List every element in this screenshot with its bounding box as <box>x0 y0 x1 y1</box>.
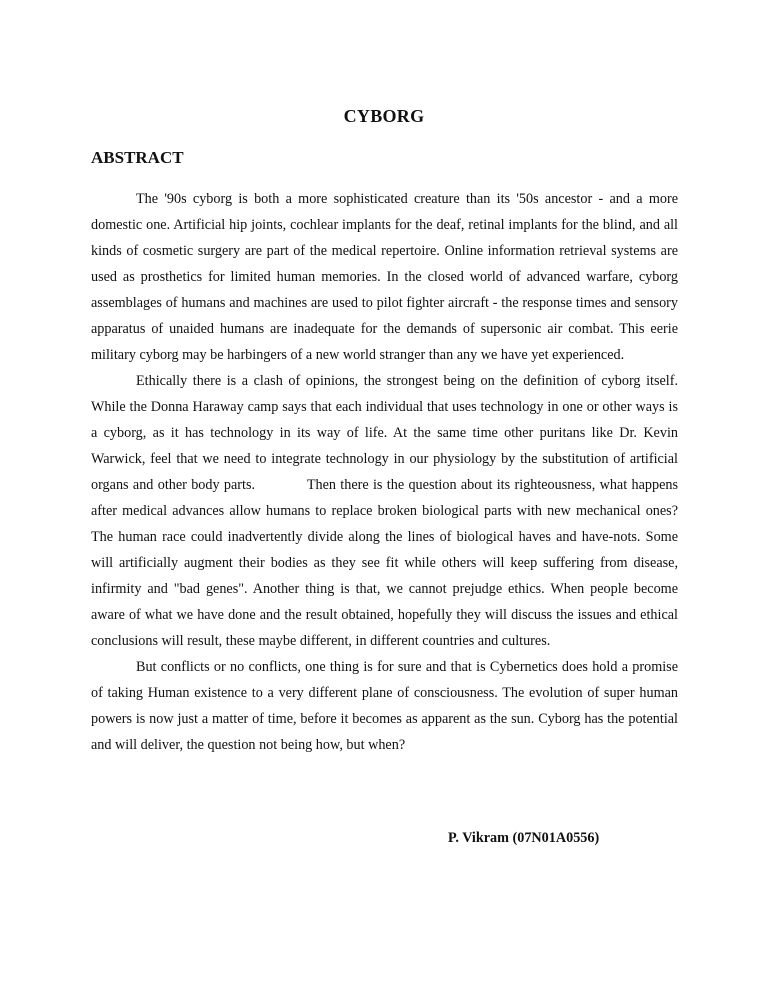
abstract-heading: ABSTRACT <box>91 148 184 167</box>
paragraph-3: But conflicts or no conflicts, one thing is for sure and that is Cybernetics does hold a promise of taking Human existence to a very different plane of consciousness. The evolution of super human powers is now just a matter of time, before it becomes as apparent as the sun. Cyborg has the potential and will deliver, the question not being how, but when? <box>91 659 678 753</box>
document-title: CYBORG <box>343 106 425 126</box>
paragraph-1: The '90s cyborg is both a more sophisticated creature than its '50s ancestor - and a more domestic one. Artificial hip joints, cochlear implants for the deaf, retinal implants for the blind, and all kinds of cosmetic surgery are part of the medical repertoire. Online information retrieval systems are used as prosthetics for limited human memories. In the closed world of advanced warfare, cyborg assemblages of humans and machines are used to pilot fighter aircraft - the response times and sensory apparatus of unaided humans are inadequate for the demands of supersonic air combat. This eerie military cyborg may be harbingers of a new world stranger than any we have yet experienced. <box>91 191 678 363</box>
abstract-body <box>91 186 682 758</box>
paragraph-2: Ethically there is a clash of opinions, the strongest being on the definition of cyborg itself. While the Donna Haraway camp says that each individual that uses technology in one or other ways is a cyborg, as it has technology in its way of life. At the same time other puritans like Dr. Kevin Warwick, feel that we need to integrate technology in our physiology by the substitution of artificial organs and other body parts. Then there is the question about its righteousness, what happens after medical advances allow humans to replace broken biological parts with new mechanical ones? The human race could inadvertently divide along the lines of biological haves and have-nots. Some will artificially augment their bodies as they see fit while others will keep suffering from disease, infirmity and "bad genes". Another thing is that, we cannot prejudge ethics. When people become aware of what we have done and the result obtained, hopefully they will discuss the issues and ethical conclusions will result, these maybe different, in different countries and cultures. <box>91 373 682 649</box>
author-signature: P. Vikram (07N01A0556) <box>448 830 600 846</box>
